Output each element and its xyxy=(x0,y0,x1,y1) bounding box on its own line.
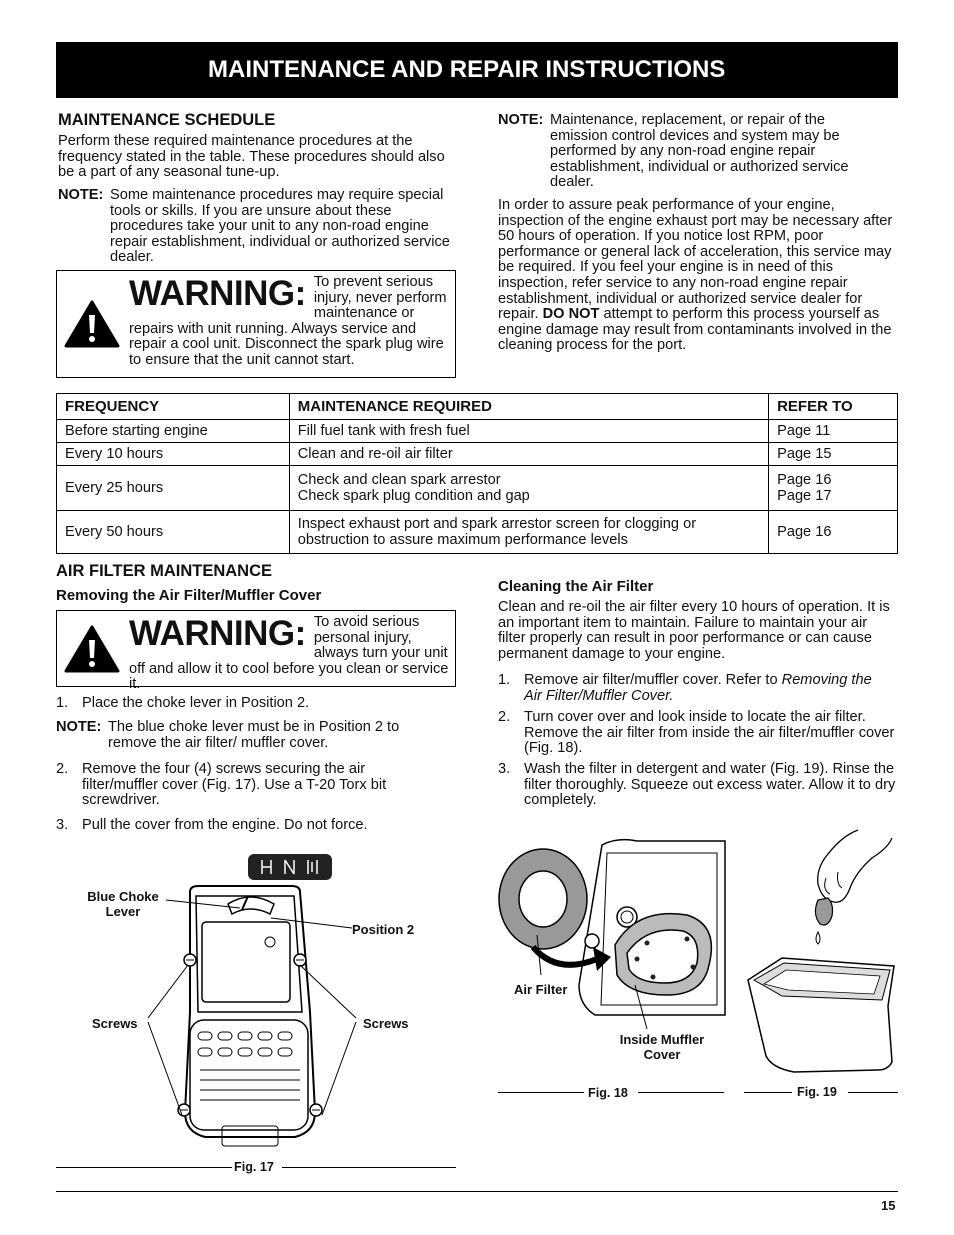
table-header-frequency: FREQUENCY xyxy=(57,394,290,420)
warning-triangle-icon xyxy=(57,271,127,377)
emission-note xyxy=(498,113,898,191)
fig17-rule-left xyxy=(56,1167,232,1168)
table-row xyxy=(57,443,898,466)
list-number: 1. xyxy=(56,695,69,711)
choke-note xyxy=(56,720,436,751)
list-text: Turn cover over and look inside to locate the air filter. Remove the air filter from inside the air filter/muffler cover (Fig. 18). xyxy=(524,709,895,757)
cell-line: Page 17 xyxy=(777,488,832,504)
list-text-reference: Removing the Air Filter/Muffler Cover. xyxy=(524,672,872,704)
fig17-rule-right xyxy=(282,1167,456,1168)
label-blue-choke-lever: Blue Choke Lever xyxy=(87,889,159,919)
paragraph-text-end: attempt to perform this process yourself as engine damage may result from contaminants involved in the cleaning process for the port. xyxy=(498,306,892,354)
maintenance-schedule-intro: Perform these required maintenance procedures at the frequency stated in the table. These procedures should also be a part of any seasonal tune-up. xyxy=(58,133,445,181)
list-item xyxy=(498,710,900,757)
list-text: Wash the filter in detergent and water (Fig. 19). Rinse the filter thoroughly. Squeeze out excess water. Allow it to dry completely. xyxy=(524,761,896,809)
list-item xyxy=(498,673,888,704)
table-header-refer: REFER TO xyxy=(769,394,898,420)
label-screws-right: Screws xyxy=(363,1016,409,1031)
table-cell-required xyxy=(289,466,768,511)
cleaning-intro: Clean and re-oil the air filter every 10 hours of operation. It is an important item to maintain. Failure to maintain your air filter properly can result in poor performance or can cause permanent damage to your engine. xyxy=(498,599,890,662)
warning-text: To avoid serious personal injury, always turn your unit off and allow it to cool before you clean or service it. xyxy=(129,614,449,693)
table-cell-required: Fill fuel tank with fresh fuel xyxy=(289,420,768,443)
footer-rule xyxy=(56,1191,898,1192)
cell-line: Check spark plug condition and gap xyxy=(297,488,530,504)
table-header-row xyxy=(57,394,898,420)
page-number: 15 xyxy=(881,1198,896,1213)
maintenance-schedule-heading: MAINTENANCE SCHEDULE xyxy=(58,111,276,129)
table-cell-refer: Page 11 xyxy=(769,420,898,443)
warning-box-service xyxy=(56,270,456,378)
fig18-rule-right xyxy=(638,1092,724,1093)
fig17-caption: Fig. 17 xyxy=(234,1160,274,1174)
table-cell-refer xyxy=(769,466,898,511)
fig18-rule-left xyxy=(498,1092,584,1093)
warning-text: To prevent serious injury, never perform maintenance or repairs with unit running. Always service and repair a cool unit. Disconnect the spark plug wire to ensure that the unit cannot start. xyxy=(129,274,447,368)
paragraph-text: In order to assure peak performance of your engine, inspection of the engine exhaust port may be necessary after 50 hours of operation. If you notice lost RPM, poor performance or general lack of acceleration, this service may be required. If you feel your engine is in need of this inspection, refer service to any non-road engine repair establishment, individual or authorized service dealer for repair. xyxy=(498,197,893,323)
table-cell-refer: Page 15 xyxy=(769,443,898,466)
label-air-filter: Air Filter xyxy=(514,982,568,997)
table-cell-refer: Page 16 xyxy=(769,511,898,554)
list-item xyxy=(498,762,900,809)
note-label: NOTE: xyxy=(498,112,544,128)
list-number: 2. xyxy=(56,761,69,777)
note-label: NOTE: xyxy=(56,719,102,735)
note-text: Some maintenance procedures may require special tools or skills. If you are unsure about these procedures take your unit to any non-road engine repair establishment, individual or authorized service dealer. xyxy=(110,187,450,266)
fig19-caption: Fig. 19 xyxy=(797,1085,837,1099)
list-text: Remove the four (4) screws securing the air filter/muffler cover (Fig. 17). Use a T-20 Torx bit screwdriver. xyxy=(82,761,387,809)
list-number: 1. xyxy=(498,672,511,688)
maintenance-schedule-note xyxy=(58,188,456,266)
list-text xyxy=(524,673,888,704)
fig18-caption: Fig. 18 xyxy=(588,1086,628,1100)
fig19-illustration xyxy=(742,828,902,1076)
fig19-rule-left xyxy=(744,1092,792,1093)
warning-word: WARNING: xyxy=(129,274,306,313)
table-row xyxy=(57,466,898,511)
table-cell-frequency: Before starting engine xyxy=(57,420,290,443)
do-not-emphasis: DO NOT xyxy=(542,306,600,323)
list-item xyxy=(56,818,456,834)
table-cell-frequency: Every 25 hours xyxy=(57,466,290,511)
cell-line: Inspect exhaust port and spark arrestor screen for clogging or xyxy=(297,516,697,532)
note-text: The blue choke lever must be in Position 2 to remove the air filter/ muffler cover. xyxy=(108,719,400,751)
note-label: NOTE: xyxy=(58,187,104,203)
list-text: Place the choke lever in Position 2. xyxy=(82,695,310,711)
label-screws-left: Screws xyxy=(92,1016,138,1031)
table-cell-frequency: Every 50 hours xyxy=(57,511,290,554)
warning-word: WARNING: xyxy=(129,614,306,653)
table-row xyxy=(57,420,898,443)
page-banner-title: MAINTENANCE AND REPAIR INSTRUCTIONS xyxy=(56,42,898,98)
table-cell-frequency: Every 10 hours xyxy=(57,443,290,466)
label-inside-muffler-cover: Inside Muffler Cover xyxy=(619,1032,705,1062)
list-number: 2. xyxy=(498,709,511,725)
exhaust-port-paragraph xyxy=(498,198,898,354)
list-item xyxy=(56,762,426,809)
table-cell-required: Clean and re-oil air filter xyxy=(289,443,768,466)
list-text: Pull the cover from the engine. Do not force. xyxy=(82,817,368,833)
fig18-illustration xyxy=(497,835,727,1060)
list-text-plain: Remove air filter/muffler cover. Refer to xyxy=(524,672,778,688)
table-row xyxy=(57,511,898,554)
warning-triangle-icon xyxy=(57,611,127,686)
list-item xyxy=(56,696,456,712)
list-number: 3. xyxy=(56,817,69,833)
label-position-2: Position 2 xyxy=(352,922,415,937)
removing-cover-subheading: Removing the Air Filter/Muffler Cover xyxy=(56,587,322,604)
list-number: 3. xyxy=(498,761,511,777)
note-text: Maintenance, replacement, or repair of the emission control devices and system may be performed by any non-road engine repair establishment, individual or authorized service dealer. xyxy=(550,112,849,191)
table-cell-required xyxy=(289,511,768,554)
cleaning-heading: Cleaning the Air Filter xyxy=(498,578,654,595)
cell-line: Check and clean spark arrestor xyxy=(297,472,501,488)
fig19-rule-right xyxy=(848,1092,898,1093)
warning-box-cool-unit xyxy=(56,610,456,693)
cell-line: Page 16 xyxy=(777,472,832,488)
air-filter-heading: AIR FILTER MAINTENANCE xyxy=(56,562,273,580)
maintenance-schedule-table xyxy=(56,393,898,554)
cell-line: obstruction to assure maximum performance levels xyxy=(297,532,628,548)
table-header-maintenance: MAINTENANCE REQUIRED xyxy=(289,394,768,420)
